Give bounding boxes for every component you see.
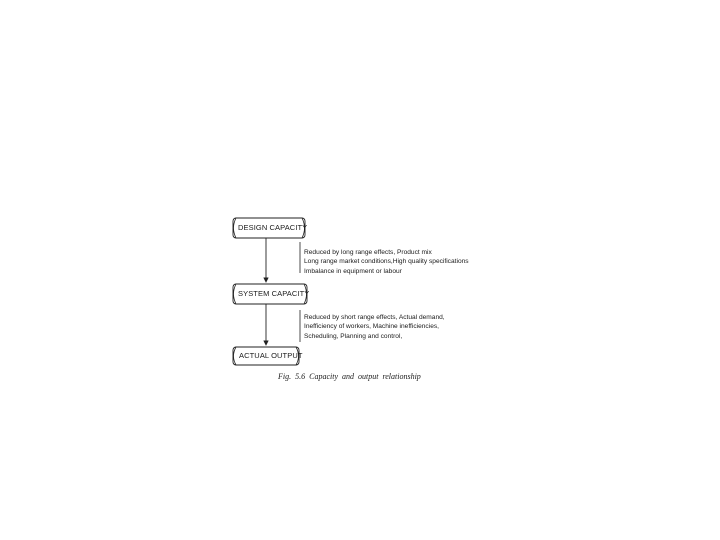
note-line: Inefficiency of workers, Machine inefficiencies, bbox=[304, 323, 439, 331]
design-capacity-label: DESIGN CAPACITY bbox=[238, 223, 308, 232]
note-line: Imbalance in equipment or labour bbox=[304, 267, 402, 275]
long-range-effects-note bbox=[304, 248, 469, 276]
actual-output-label: ACTUAL OUTPUT bbox=[239, 351, 303, 360]
short-range-effects-note bbox=[304, 313, 445, 341]
note-line: Scheduling, Planning and control, bbox=[304, 332, 403, 340]
figure-caption: Fig. 5.6 Capacity and output relationship bbox=[278, 372, 421, 381]
note-line: Long range market conditions,High quality specifications bbox=[304, 258, 469, 266]
system-capacity-label: SYSTEM CAPACITY bbox=[238, 289, 310, 298]
note-line: Reduced by short range effects, Actual demand, bbox=[304, 314, 445, 321]
note-line: Reduced by long range effects, Product mix bbox=[304, 249, 432, 256]
